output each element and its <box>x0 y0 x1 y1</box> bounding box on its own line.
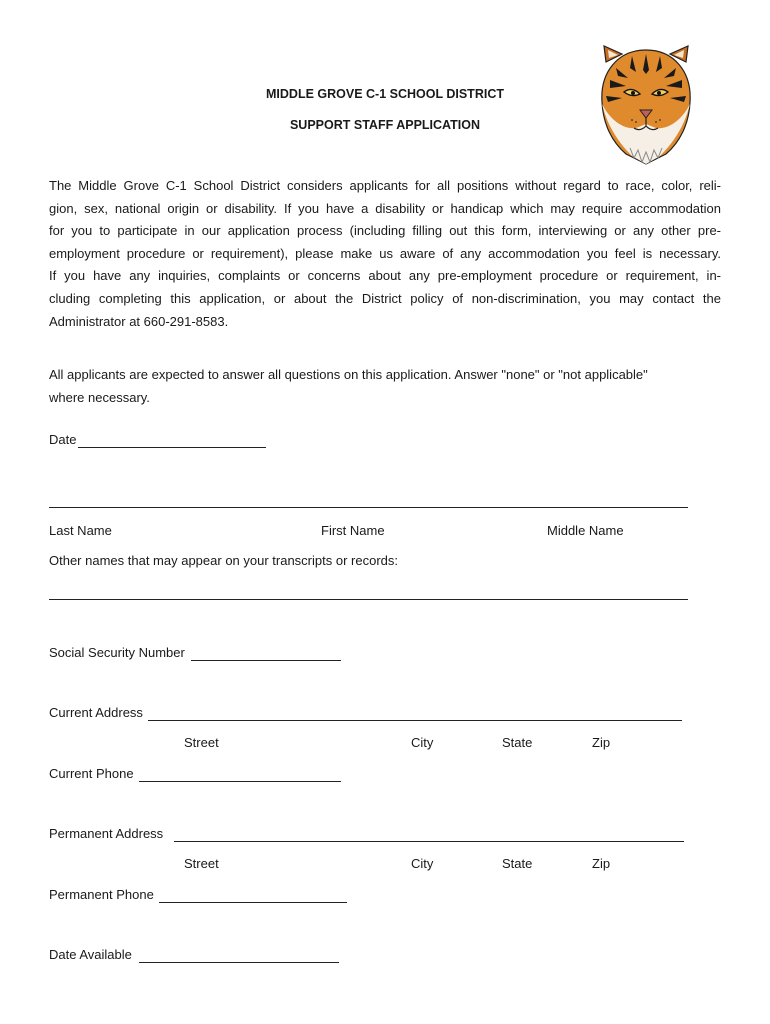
policy-line: The Middle Grove C-1 School District considers applicants for all positions without regard to race, color, reli- <box>49 178 721 193</box>
current-zip-label: Zip <box>592 735 611 750</box>
policy-line: If you have any inquiries, complaints or concerns about any pre-employment procedure or requirement, in- <box>49 268 721 284</box>
current-address-field[interactable] <box>148 720 682 721</box>
current-address-label: Current Address <box>49 705 143 720</box>
permanent-street-label: Street <box>184 856 219 871</box>
district-name: MIDDLE GROVE C-1 SCHOOL DISTRICT <box>266 87 504 101</box>
instruction-line: All applicants are expected to answer all questions on this application. Answer "none" or "not applicable" <box>49 367 648 382</box>
current-phone-label: Current Phone <box>49 766 134 781</box>
policy-paragraph <box>49 175 721 333</box>
date-field[interactable] <box>78 447 266 448</box>
current-state-label: State <box>502 735 533 750</box>
permanent-phone-label: Permanent Phone <box>49 887 154 902</box>
other-names-label: Other names that may appear on your transcripts or records: <box>49 553 398 568</box>
date-label: Date <box>49 432 77 447</box>
instructions-paragraph <box>49 364 699 409</box>
policy-line: for you to participate in our application process (including filling out this form, interviewing or any other pre- <box>49 223 721 239</box>
instruction-line: where necessary. <box>49 389 150 405</box>
date-available-field[interactable] <box>139 962 339 963</box>
date-available-label: Date Available <box>49 947 132 962</box>
ssn-label: Social Security Number <box>49 645 185 660</box>
form-title: SUPPORT STAFF APPLICATION <box>289 118 481 132</box>
current-phone-field[interactable] <box>139 781 341 782</box>
permanent-phone-field[interactable] <box>159 902 347 903</box>
full-name-field[interactable] <box>49 507 688 508</box>
permanent-state-label: State <box>502 856 533 871</box>
ssn-field[interactable] <box>191 660 341 661</box>
permanent-address-label: Permanent Address <box>49 826 164 841</box>
current-street-label: Street <box>184 735 219 750</box>
current-city-label: City <box>411 735 434 750</box>
policy-line: cluding completing this application, or about the District policy of non-discrimination, you may contact the <box>49 290 721 306</box>
policy-line: Administrator at 660-291-8583. <box>49 313 229 329</box>
policy-line: gion, sex, national origin or disability. If you have a disability or handicap which may require accommodation <box>49 200 721 216</box>
first-name-label: First Name <box>321 523 385 538</box>
tiger-head-logo <box>596 44 696 166</box>
other-names-field[interactable] <box>49 599 688 600</box>
permanent-city-label: City <box>411 856 434 871</box>
permanent-address-field[interactable] <box>174 841 684 842</box>
permanent-zip-label: Zip <box>592 856 611 871</box>
policy-line: employment procedure or requirement), please make us aware of any accommodation you feel is necessary. <box>49 245 721 261</box>
last-name-label: Last Name <box>49 523 112 538</box>
middle-name-label: Middle Name <box>547 523 624 538</box>
